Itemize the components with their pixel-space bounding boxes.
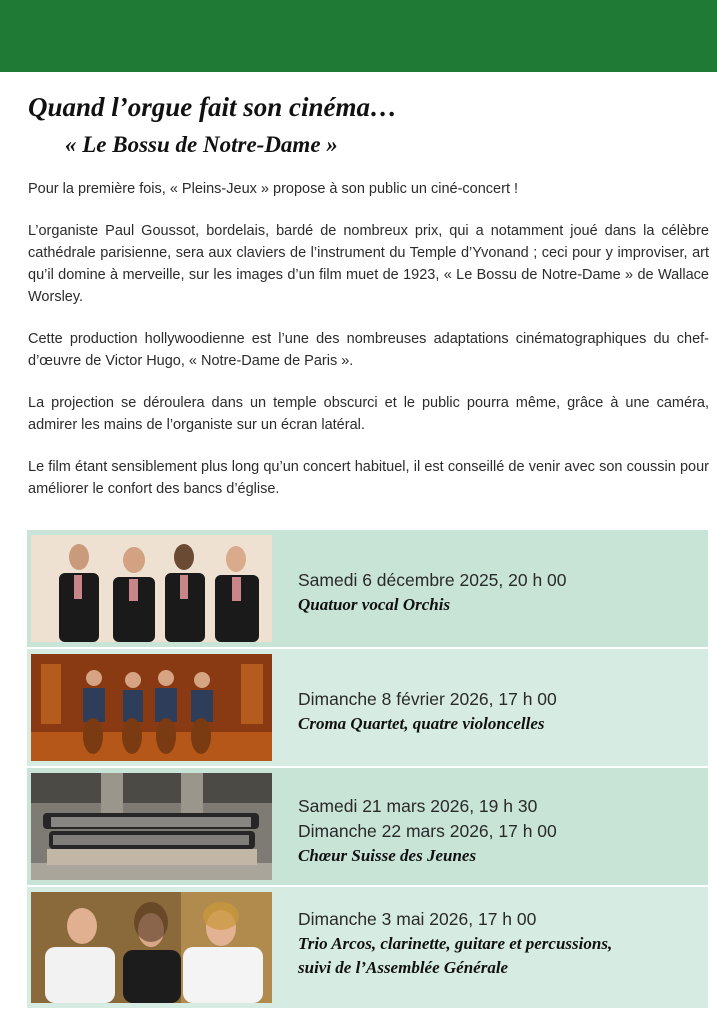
event-date: Dimanche 8 février 2026, 17 h 00 (298, 689, 557, 709)
event-photo-quartet (31, 535, 272, 642)
intro-paragraph: L’organiste Paul Goussot, bordelais, bardé de nombreux prix, qui a notamment joué dans la célèbre cathédrale parisienne, sera aux claviers de l’instrument du Temple d’Yvonand ; ceci pour y improviser, art qu’il domine à merveille, sur les images d’un film muet de 1923, « Le Bossu de Notre-Dame » de Wallace Worsley. (28, 223, 709, 305)
event-date: Dimanche 3 mai 2026, 17 h 00 (298, 909, 537, 929)
intro-paragraph: Pour la première fois, « Pleins-Jeux » propose à son public un ciné-concert ! (28, 181, 519, 197)
intro-paragraph: Cette production hollywoodienne est l’une des nombreuses adaptations cinématographiques du chef-d’œuvre de Victor Hugo, « Notre-Dame de Paris ». (28, 331, 709, 369)
event-performer: Quatuor vocal Orchis (298, 595, 451, 614)
event-photo-trio (31, 892, 272, 1003)
event-date: Samedi 6 décembre 2025, 20 h 00 (298, 570, 567, 590)
event-date: Dimanche 22 mars 2026, 17 h 00 (298, 821, 557, 841)
events-list (27, 530, 708, 1008)
event-panel (27, 887, 708, 1008)
event-panel (27, 768, 708, 885)
event-info (298, 568, 698, 617)
event-photo-cello-quartet (31, 654, 272, 761)
event-panel (27, 649, 708, 766)
event-info (298, 907, 698, 980)
intro-paragraph: La projection se déroulera dans un temple obscurci et le public pourra même, grâce à une caméra, admirer les mains de l’organiste sur un écran latéral. (28, 395, 709, 433)
event-performer: Croma Quartet, quatre violoncelles (298, 714, 545, 733)
page-title: Quand l’orgue fait son cinéma… (28, 92, 398, 122)
event-performer: suivi de l’Assemblée Générale (298, 958, 509, 977)
page-subtitle: « Le Bossu de Notre-Dame » (65, 132, 338, 157)
intro-paragraph: Le film étant sensiblement plus long qu’un concert habituel, il est conseillé de venir avec son coussin pour améliorer le confort des bancs d’église. (28, 459, 709, 497)
event-info (298, 794, 698, 868)
event-date: Samedi 21 mars 2026, 19 h 30 (298, 796, 538, 816)
event-info (298, 687, 698, 736)
intro-text (28, 178, 709, 520)
event-performer: Chœur Suisse des Jeunes (298, 846, 477, 865)
event-photo-choir (31, 773, 272, 880)
event-performer: Trio Arcos, clarinette, guitare et percussions, (298, 934, 613, 953)
header-band (0, 0, 717, 72)
event-panel (27, 530, 708, 647)
